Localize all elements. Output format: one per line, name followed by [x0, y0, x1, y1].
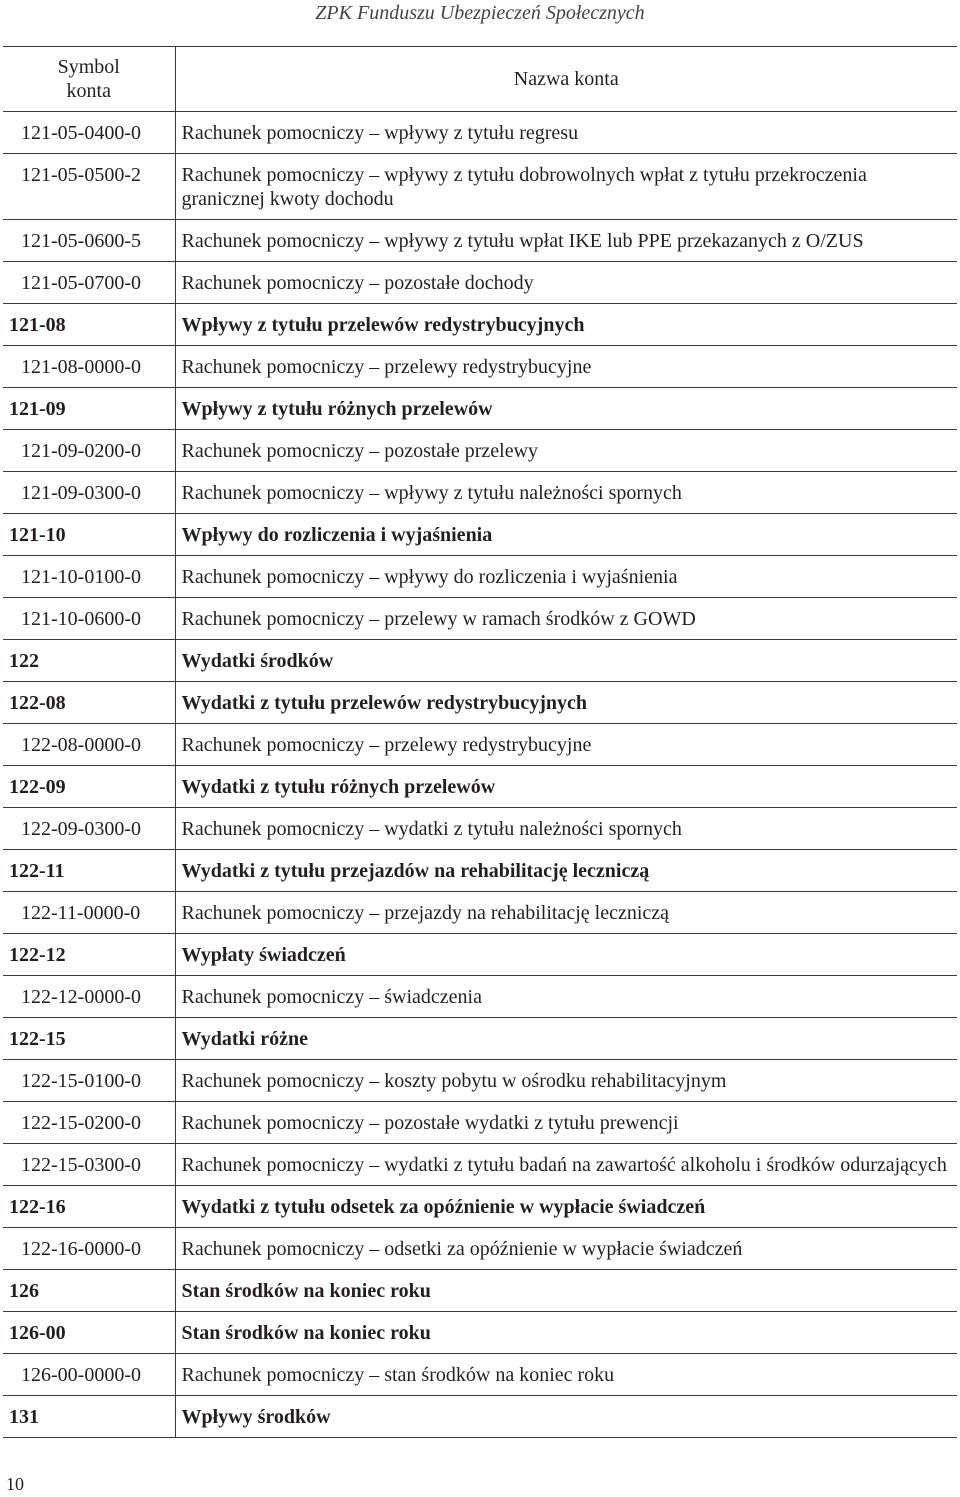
table-header-row — [3, 47, 957, 112]
account-name: Rachunek pomocniczy – wpływy z tytułu wpłat IKE lub PPE przekazanych z O/ZUS — [175, 220, 957, 262]
table-row — [3, 346, 957, 388]
table-row — [3, 1144, 957, 1186]
table-row — [3, 262, 957, 304]
table-row — [3, 1018, 957, 1060]
account-name: Rachunek pomocniczy – świadczenia — [175, 976, 957, 1018]
account-symbol: 121-09 — [3, 388, 175, 430]
account-symbol: 122-11-0000-0 — [3, 892, 175, 934]
symbol-column-header — [3, 47, 175, 112]
account-name: Rachunek pomocniczy – wydatki z tytułu badań na zawartość alkoholu i środków odurzających — [175, 1144, 957, 1186]
account-name: Rachunek pomocniczy – odsetki za opóźnienie w wypłacie świadczeń — [175, 1228, 957, 1270]
account-name: Wpływy z tytułu przelewów redystrybucyjnych — [175, 304, 957, 346]
account-name: Rachunek pomocniczy – przelewy w ramach środków z GOWD — [175, 598, 957, 640]
table-row — [3, 1354, 957, 1396]
account-symbol: 126-00-0000-0 — [3, 1354, 175, 1396]
table-row — [3, 472, 957, 514]
account-symbol: 121-10-0600-0 — [3, 598, 175, 640]
account-symbol: 122-15-0100-0 — [3, 1060, 175, 1102]
name-column-header: Nazwa konta — [175, 47, 957, 112]
account-name: Rachunek pomocniczy – pozostałe przelewy — [175, 430, 957, 472]
page-number: 10 — [6, 1474, 24, 1494]
accounts-table-body — [3, 112, 957, 1438]
account-symbol: 121-05-0700-0 — [3, 262, 175, 304]
table-row — [3, 1228, 957, 1270]
account-name: Rachunek pomocniczy – wpływy z tytułu należności spornych — [175, 472, 957, 514]
account-name: Wydatki z tytułu odsetek za opóźnienie w wypłacie świadczeń — [175, 1186, 957, 1228]
account-symbol: 131 — [3, 1396, 175, 1438]
account-name: Wydatki różne — [175, 1018, 957, 1060]
account-name: Rachunek pomocniczy – przejazdy na rehabilitację leczniczą — [175, 892, 957, 934]
account-name: Rachunek pomocniczy – wpływy do rozliczenia i wyjaśnienia — [175, 556, 957, 598]
symbol-header-line1: Symbol — [57, 56, 120, 78]
table-row — [3, 112, 957, 154]
account-name: Rachunek pomocniczy – przelewy redystrybucyjne — [175, 724, 957, 766]
account-name: Wydatki środków — [175, 640, 957, 682]
table-row — [3, 934, 957, 976]
account-symbol: 121-10 — [3, 514, 175, 556]
accounts-table — [3, 46, 957, 1438]
account-name: Wpływy do rozliczenia i wyjaśnienia — [175, 514, 957, 556]
account-name: Stan środków na koniec roku — [175, 1312, 957, 1354]
account-name: Wpływy z tytułu różnych przelewów — [175, 388, 957, 430]
table-row — [3, 304, 957, 346]
account-symbol: 122-08-0000-0 — [3, 724, 175, 766]
account-symbol: 122-12 — [3, 934, 175, 976]
account-name: Rachunek pomocniczy – przelewy redystrybucyjne — [175, 346, 957, 388]
account-symbol: 122-16 — [3, 1186, 175, 1228]
table-row — [3, 850, 957, 892]
account-symbol: 122-15 — [3, 1018, 175, 1060]
table-row — [3, 1270, 957, 1312]
account-symbol: 122-12-0000-0 — [3, 976, 175, 1018]
account-symbol: 121-05-0400-0 — [3, 112, 175, 154]
account-symbol: 122-15-0200-0 — [3, 1102, 175, 1144]
account-name: Rachunek pomocniczy – pozostałe dochody — [175, 262, 957, 304]
account-name: Rachunek pomocniczy – wpływy z tytułu dobrowolnych wpłat z tytułu przekroczenia granicznej kwoty dochodu — [175, 154, 957, 220]
account-symbol: 122-09-0300-0 — [3, 808, 175, 850]
account-name: Rachunek pomocniczy – wpływy z tytułu regresu — [175, 112, 957, 154]
table-row — [3, 1312, 957, 1354]
account-name: Stan środków na koniec roku — [175, 1270, 957, 1312]
account-symbol: 122-16-0000-0 — [3, 1228, 175, 1270]
account-symbol: 121-08-0000-0 — [3, 346, 175, 388]
table-row — [3, 154, 957, 220]
table-row — [3, 556, 957, 598]
account-symbol: 121-08 — [3, 304, 175, 346]
table-row — [3, 1060, 957, 1102]
account-symbol: 126 — [3, 1270, 175, 1312]
account-name: Rachunek pomocniczy – wydatki z tytułu należności spornych — [175, 808, 957, 850]
running-header: ZPK Funduszu Ubezpieczeń Społecznych — [315, 2, 645, 24]
account-symbol: 121-09-0300-0 — [3, 472, 175, 514]
account-symbol: 122-08 — [3, 682, 175, 724]
account-symbol: 121-05-0500-2 — [3, 154, 175, 220]
table-row — [3, 1396, 957, 1438]
account-name: Wypłaty świadczeń — [175, 934, 957, 976]
account-name: Wydatki z tytułu przejazdów na rehabilitację leczniczą — [175, 850, 957, 892]
table-row — [3, 682, 957, 724]
account-symbol: 121-09-0200-0 — [3, 430, 175, 472]
account-symbol: 122-11 — [3, 850, 175, 892]
account-symbol: 121-10-0100-0 — [3, 556, 175, 598]
table-row — [3, 1186, 957, 1228]
table-row — [3, 976, 957, 1018]
table-row — [3, 808, 957, 850]
table-row — [3, 388, 957, 430]
table-row — [3, 766, 957, 808]
account-name: Wydatki z tytułu różnych przelewów — [175, 766, 957, 808]
table-row — [3, 892, 957, 934]
account-symbol: 122-15-0300-0 — [3, 1144, 175, 1186]
table-row — [3, 514, 957, 556]
account-name: Wpływy środków — [175, 1396, 957, 1438]
table-row — [3, 640, 957, 682]
account-name: Wydatki z tytułu przelewów redystrybucyjnych — [175, 682, 957, 724]
table-row — [3, 598, 957, 640]
account-name: Rachunek pomocniczy – pozostałe wydatki z tytułu prewencji — [175, 1102, 957, 1144]
table-row — [3, 724, 957, 766]
account-symbol: 121-05-0600-5 — [3, 220, 175, 262]
table-row — [3, 220, 957, 262]
account-symbol: 122-09 — [3, 766, 175, 808]
account-symbol: 126-00 — [3, 1312, 175, 1354]
account-name: Rachunek pomocniczy – stan środków na koniec roku — [175, 1354, 957, 1396]
account-symbol: 122 — [3, 640, 175, 682]
table-row — [3, 430, 957, 472]
account-name: Rachunek pomocniczy – koszty pobytu w ośrodku rehabilitacyjnym — [175, 1060, 957, 1102]
table-row — [3, 1102, 957, 1144]
symbol-header-line2: konta — [66, 80, 111, 102]
